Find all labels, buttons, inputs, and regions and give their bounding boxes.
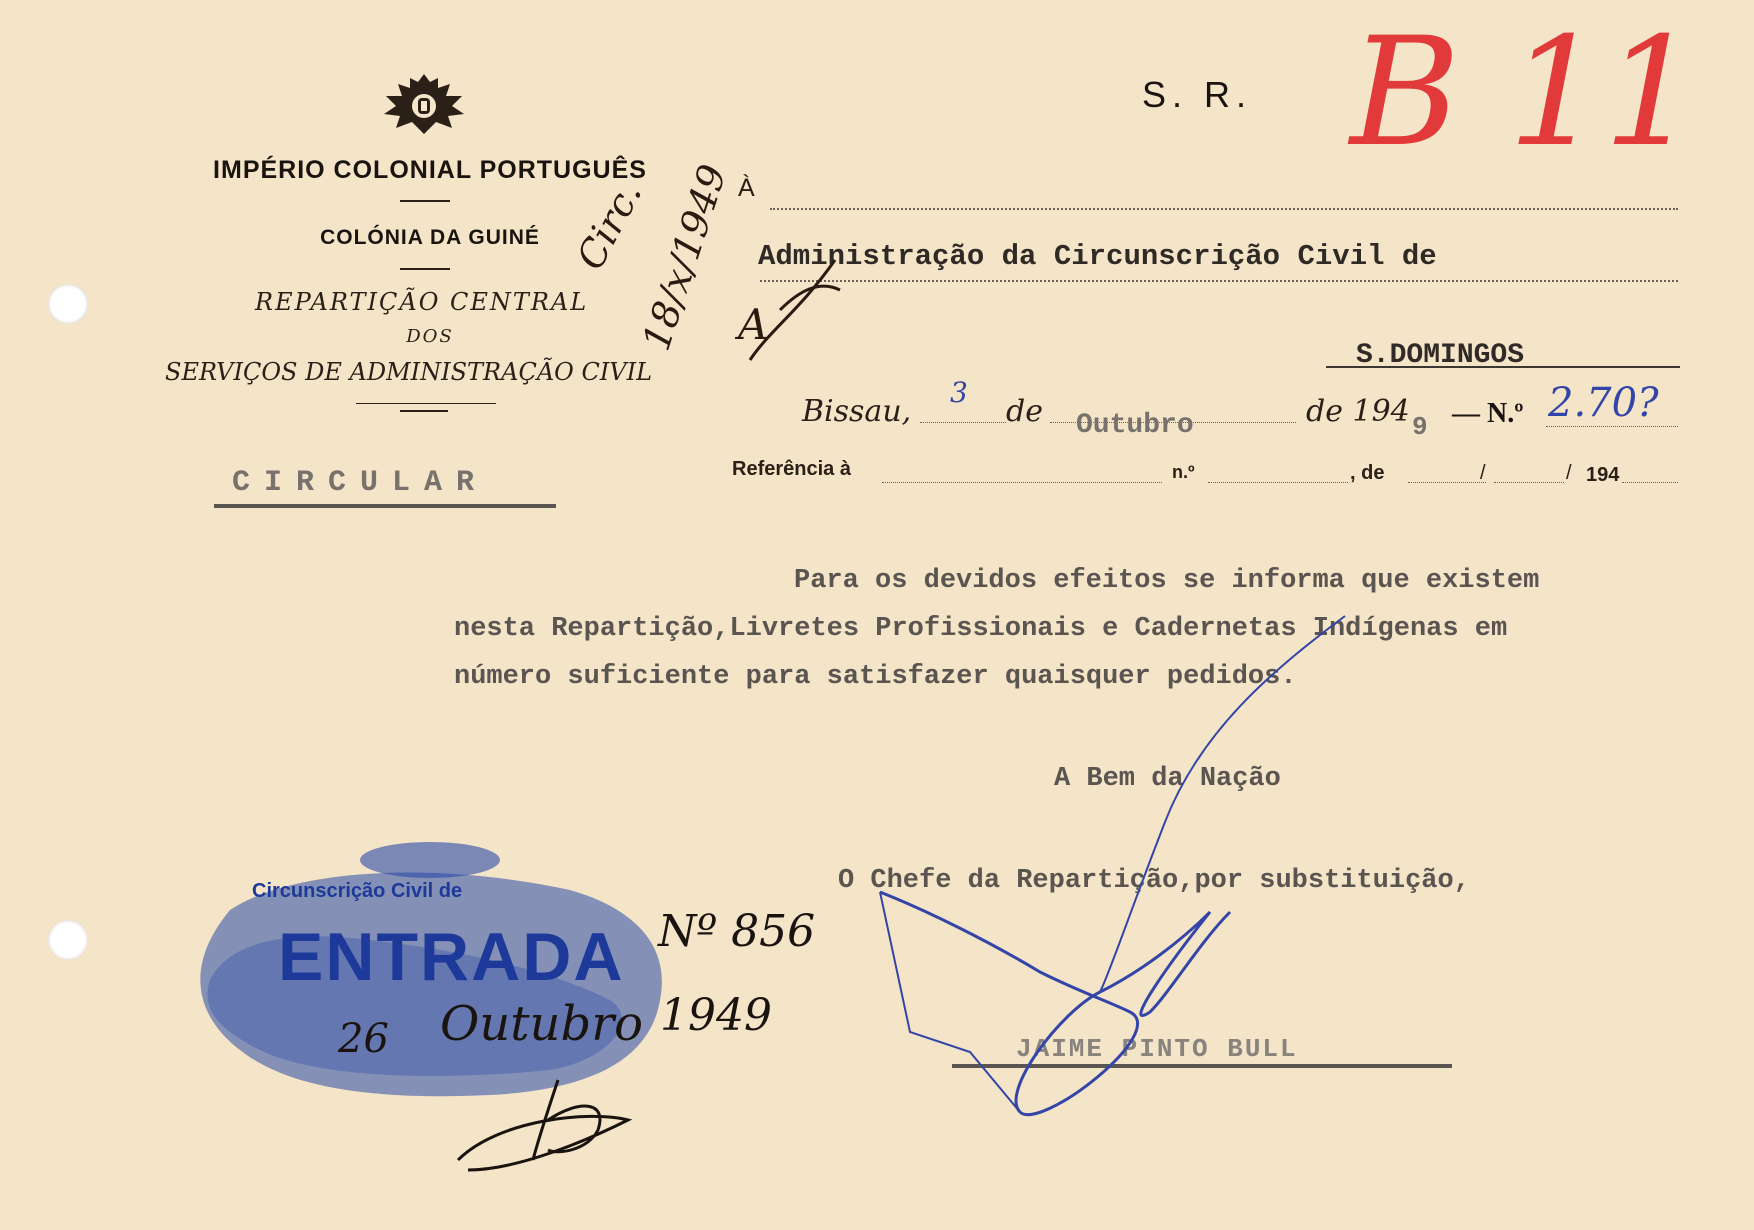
letterhead-services: SERVIÇOS DE ADMINISTRAÇÃO CIVIL — [165, 358, 653, 386]
number-label: — N.º — [1452, 398, 1524, 429]
service-mark: S. R. — [1142, 74, 1253, 115]
marginal-note-circ: Circ. — [568, 174, 651, 277]
date-year-digit: 9 — [1412, 412, 1428, 442]
addressee-place: S.DOMINGOS — [1356, 340, 1525, 371]
addressee-dotline-2 — [760, 280, 1678, 282]
reference-sep-2: / — [1566, 462, 1572, 484]
coat-of-arms-emblem-icon — [378, 70, 470, 138]
reference-dotline-4 — [1494, 482, 1564, 483]
date-month: Outubro — [1076, 410, 1194, 441]
circular-underline — [214, 504, 556, 508]
reference-de-label: , de — [1350, 462, 1385, 484]
body-line-2: nesta Repartição,Livretes Profissionais e Cadernetas Indígenas em — [454, 614, 1508, 644]
red-pencil-mark: B 11 — [1350, 6, 1699, 180]
closing-role: O Chefe da Repartição,por substituição, — [838, 866, 1470, 896]
marginal-note-scribble — [740, 250, 850, 370]
addressee-dotline-1 — [770, 208, 1678, 210]
punch-hole-top — [48, 284, 88, 324]
letterhead-divider-2 — [400, 268, 450, 270]
marginal-note-initial: A — [738, 300, 769, 349]
date-de-1: de — [1006, 394, 1043, 429]
addressee-line: Administração da Circunscrição Civil de — [758, 240, 1437, 273]
date-day: 3 — [950, 376, 968, 409]
marginal-note-date: 18/x/1949 — [634, 159, 736, 356]
date-city: Bissau, — [802, 394, 912, 429]
signatory-name: JAIME PINTO BULL — [1016, 1034, 1298, 1064]
number-dotline — [1546, 426, 1678, 427]
stamp-initials-signature — [448, 1060, 688, 1180]
stamp-year: 1949 — [660, 990, 772, 1041]
date-day-dotline — [920, 422, 1006, 423]
closing-salutation: A Bem da Nação — [1054, 764, 1281, 794]
letterhead-dos: DOS — [406, 326, 454, 347]
letterhead-divider-3 — [400, 410, 448, 412]
reference-dotline-3 — [1408, 482, 1486, 483]
letterhead-underline — [356, 403, 496, 404]
reference-dotline-2 — [1208, 482, 1348, 483]
punch-hole-bottom — [48, 920, 88, 960]
letterhead-empire: IMPÉRIO COLONIAL PORTUGUÊS — [213, 156, 647, 184]
stamp-entry-number: Nº 856 — [658, 906, 816, 957]
stamp-month: Outubro — [440, 996, 644, 1052]
date-de-2: de 194 — [1306, 394, 1410, 429]
addressee-prefix: À — [738, 174, 755, 202]
reference-year: 194 — [1586, 464, 1620, 486]
body-line-1: Para os devidos efeitos se informa que existem — [794, 566, 1540, 596]
stamp-day: 26 — [338, 1016, 389, 1062]
reference-dotline-1 — [882, 482, 1162, 483]
letterhead-department: REPARTIÇÃO CENTRAL — [255, 288, 589, 316]
blue-pen-signature — [870, 612, 1390, 1132]
document-type-circular: CIRCULAR — [232, 466, 489, 500]
reference-dotline-5 — [1622, 482, 1678, 483]
reference-number-label: n.º — [1172, 462, 1195, 482]
letterhead-divider-1 — [400, 200, 450, 202]
body-line-3: número suficiente para satisfazer quaisquer pedidos. — [454, 662, 1297, 692]
addressee-place-rule — [1326, 366, 1680, 368]
reference-sep-1: / — [1480, 462, 1486, 484]
reference-label: Referência à — [732, 458, 851, 480]
stamp-top-text: Circunscrição Civil de — [252, 880, 463, 902]
letterhead-colony: COLÓNIA DA GUINÉ — [320, 226, 540, 249]
stamp-main-text: ENTRADA — [278, 919, 625, 995]
document-number: 2.70? — [1548, 380, 1659, 426]
